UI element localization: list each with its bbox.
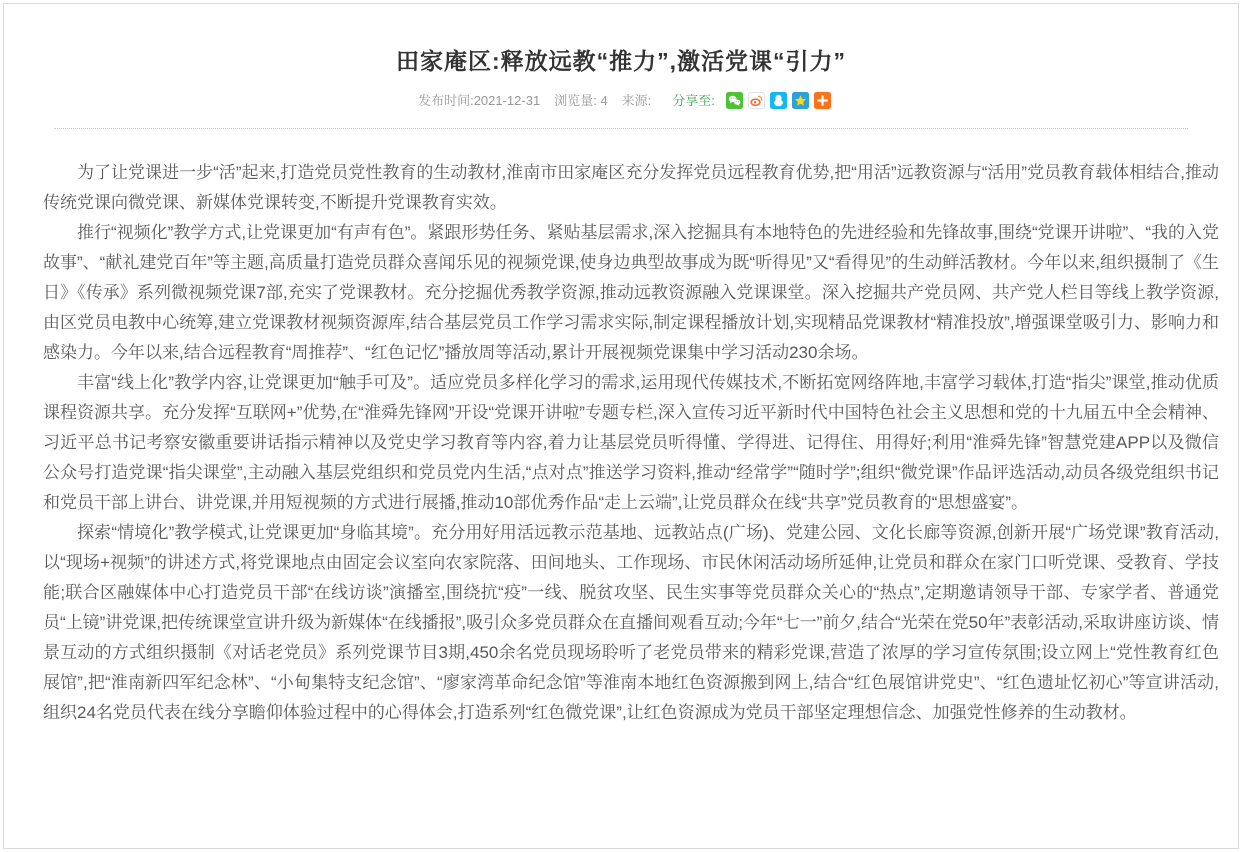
publish-time-value: 2021-12-31 — [473, 92, 541, 108]
article-header — [4, 4, 1238, 109]
share-label: 分享至: — [672, 92, 715, 108]
share-wechat-icon[interactable] — [726, 92, 743, 109]
article-card — [3, 3, 1239, 849]
source-label: 来源: — [621, 92, 652, 108]
page-title: 田家庵区:释放远教“推力”,激活党课“引力” — [395, 48, 847, 74]
article-meta — [4, 92, 1238, 109]
article-paragraph: 丰富“线上化”教学内容,让党课更加“触手可及”。适应党员多样化学习的需求,运用现代传媒技术,不断拓宽网络阵地,丰富学习载体,打造“指尖”课堂,推动优质课程资源共享。充分发挥“互联网+”优势,在“淮舜先锋网”开设“党课开讲啦”专题专栏,深入宣传习近平新时代中国特色社会主义思想和党的十九届五中全会精神、习近平总书记考察安徽重要讲话指示精神以及党史学习教育等内容,着力让基层党员听得懂、学得进、记得住、用得好;利用“淮舜先锋”智慧党建APP以及微信公众号打造党课“指尖课堂”,主动融入基层党组织和党员党内生活,“点对点”推送学习资料,推动“经常学”“随时学”;组织“微党课”作品评选活动,动员各级党组织书记和党员干部上讲台、讲党课,并用短视频的方式进行展播,推动10部优秀作品“走上云端”,让党员群众在线“共享”党员教育的“思想盛宴”。 — [43, 372, 1219, 512]
view-count — [554, 92, 607, 109]
view-count-label: 浏览量: — [554, 92, 597, 108]
share-bar — [672, 92, 831, 109]
share-more-icon[interactable] — [814, 92, 831, 109]
share-weibo-icon[interactable] — [748, 92, 765, 109]
publish-time — [418, 92, 540, 109]
article-paragraph: 为了让党课进一步“活”起来,打造党员党性教育的生动教材,淮南市田家庵区充分发挥党员远程教育优势,把“用活”远教资源与“活用”党员教育载体相结合,推动传统党课向微党课、新媒体党课转变,不断提升党课教育实效。 — [43, 162, 1219, 212]
source — [622, 92, 652, 109]
article-paragraph: 推行“视频化”教学方式,让党课更加“有声有色”。紧跟形势任务、紧贴基层需求,深入挖掘具有本地特色的先进经验和先锋故事,围绕“党课开讲啦”、“我的入党故事”、“献礼建党百年”等主题,高质量打造党员群众喜闻乐见的视频党课,使身边典型故事成为既“听得见”又“看得见”的生动鲜活教材。今年以来,组织摄制了《生日》《传承》系列微视频党课7部,充实了党课教材。充分挖掘优秀教学资源,推动远教资源融入党课课堂。深入挖掘共产党员网、共产党人栏目等线上教学资源,由区党员电教中心统筹,建立党课教材视频资源库,结合基层党员工作学习需求实际,制定课程播放计划,实现精品党课教材“精准投放”,增强课堂吸引力、影响力和感染力。今年以来,结合远程教育“周推荐”、“红色记忆”播放周等活动,累计开展视频党课集中学习活动230余场。 — [43, 222, 1219, 362]
article-body — [4, 129, 1238, 768]
share-qzone-icon[interactable] — [792, 92, 809, 109]
share-qq-icon[interactable] — [770, 92, 787, 109]
publish-time-label: 发布时间: — [418, 92, 474, 108]
article-paragraph: 探索“情境化”教学模式,让党课更加“身临其境”。充分用好用活远教示范基地、远教站点(广场)、党建公园、文化长廊等资源,创新开展“广场党课”教育活动,以“现场+视频”的讲述方式,将党课地点由固定会议室向农家院落、田间地头、工作现场、市民休闲活动场所延伸,让党员和群众在家门口听党课、受教育、学技能;联合区融媒体中心打造党员干部“在线访谈”演播室,围绕抗“疫”一线、脱贫攻坚、民生实事等党员群众关心的“热点”,定期邀请领导干部、专家学者、普通党员“上镜”讲党课,把传统课堂宣讲升级为新媒体“在线播报”,吸引众多党员群众在直播间观看互动;今年“七一”前夕,结合“光荣在党50年”表彰活动,采取讲座访谈、情景互动的方式组织摄制《对话老党员》系列党课节目3期,450余名党员现场聆听了老党员带来的精彩党课,营造了浓厚的学习宣传氛围;设立网上“党性教育红色展馆”,把“淮南新四军纪念林”、“小甸集特支纪念馆”、“廖家湾革命纪念馆”等淮南本地红色资源搬到网上,结合“红色展馆讲党史”、“红色遗址忆初心”等宣讲活动,组织24名党员代表在线分享瞻仰体验过程中的心得体会,打造系列“红色微党课”,让红色资源成为党员干部坚定理想信念、加强党性修养的生动教材。 — [43, 522, 1219, 722]
view-count-value: 4 — [600, 92, 608, 108]
share-icons — [721, 92, 831, 109]
